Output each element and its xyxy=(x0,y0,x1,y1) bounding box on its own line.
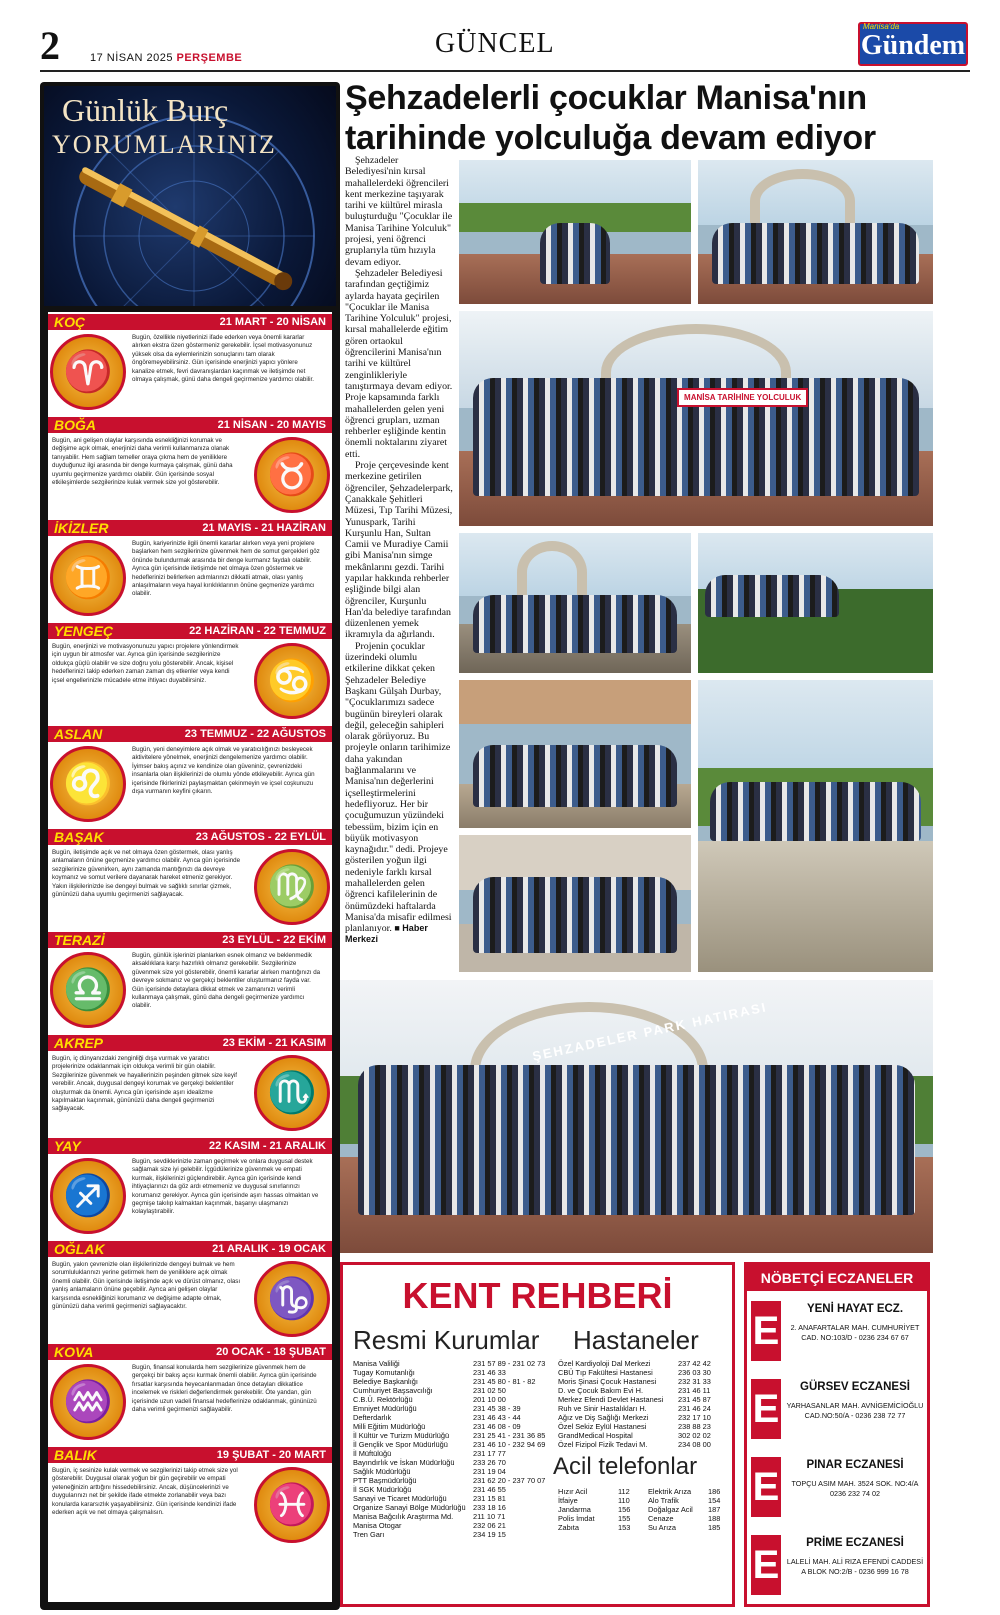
sign-text: Bugün, ani gelişen olaylar karşısında esnekliğinizi korumak ve değişime açık olmak, enerjinizi daha verimli kullanmanıza olanak tanıyabilir. Hem sağlam temeller oraya çıkma hem de yeniliklere duyduğunuz ilgi arasında bir denge kurmaya çalışmak, günü daha uyumlu geçirmenize yardımcı olabilir. Gün içerisinde sosyal etkileşimlerde sezgilerinize kulak vermek size yol gösterebilir. xyxy=(52,437,233,487)
article-photo xyxy=(459,533,691,673)
sign-header-bar xyxy=(48,1138,332,1154)
sign-text: Bugün, iç dünyanızdaki zenginliği dışa vurmak ve yaratıcı projelerinize odaklanmak için oldukça verimli bir gün olabilir. Sezgilerinize güvenmek ve hayallerinizin peşinden gitmek size keyif verebilir. Ancak, duygusal dengeyi korumak ve gerçekçi beklentiler oluşturmak da önemli. Ayrıca gün içerisinde aşırı idealizme kapılmaktan kaçınmak, gününüzü daha dengeli geçirmenizi sağlayacak. xyxy=(52,1055,238,1113)
sign-dates: 21 MAYIS - 21 HAZİRAN xyxy=(202,522,326,534)
horoscope-sign xyxy=(48,520,332,623)
pharmacy-name: PRİME ECZANESİ xyxy=(806,1537,904,1549)
guide-row-name: Manisa Bağcılık Araştırma Md. xyxy=(353,1512,454,1521)
emergency-name: Su Arıza xyxy=(648,1523,676,1532)
sign-name: AKREP xyxy=(54,1035,104,1051)
guide-row-phone: 231 02 50 xyxy=(473,1386,506,1395)
guide-row-name: Özel Sekiz Eylül Hastanesi xyxy=(558,1422,647,1431)
guide-row-phone: 231 45 38 - 39 xyxy=(473,1404,521,1413)
newspaper-logo[interactable] xyxy=(858,22,968,66)
article-body xyxy=(345,155,453,980)
guide-row-phone: 231 46 43 - 44 xyxy=(473,1413,521,1422)
guide-row-name: Tren Garı xyxy=(353,1530,385,1539)
article-paragraph: Şehzadeler Belediyesi'nin kırsal mahallelerdeki öğrencileri kent merkezine taşıyarak tarihi ve kültürel mirasla buluşturduğu "Çocuklar ile Manisa Tarihine Yolculuk" projesi, yeni öğrenci gruplarıyla tüm hızıyla devam ediyor. xyxy=(345,155,453,268)
horoscope-subtitle: YORUMLARINIZ xyxy=(52,130,277,159)
pharmacies-panel xyxy=(744,1262,930,1607)
guide-row-phone: 231 46 11 xyxy=(678,1386,711,1395)
sign-text: Bugün, enerjinizi ve motivasyonunuzu yapıcı projelere yönlendirmek için uygun bir atmosfer var. Ayrıca gün içerisinde sezgilerinize oldukça güçlü olabilir ve size doğru yolu gösterebilir. Ancak, kişisel hedeflerinizi takip ederken zaman zaman dış etkenler veya kendi içsel engellerinizle mücadele etme ihtiyacı duyabilirsiniz. xyxy=(52,643,239,684)
emergency-number: 110 xyxy=(618,1496,630,1505)
guide-row-phone: 211 10 71 xyxy=(473,1512,506,1521)
guide-row-name: D. ve Çocuk Bakım Evi H. xyxy=(558,1386,644,1395)
pharmacy-entry xyxy=(747,1451,927,1526)
guide-row-phone: 233 26 70 xyxy=(473,1458,506,1467)
sign-name: BOĞA xyxy=(54,417,96,433)
article-photo xyxy=(459,835,691,972)
emergency-name: Jandarma xyxy=(558,1505,591,1514)
guide-row-name: CBÜ Tıp Fakültesi Hastanesi xyxy=(558,1368,653,1377)
official-institutions-heading: Resmi Kurumlar xyxy=(353,1325,540,1355)
horoscope-list xyxy=(48,312,332,1602)
sign-dates: 19 ŞUBAT - 20 MART xyxy=(216,1449,326,1461)
emergency-number: 155 xyxy=(618,1514,631,1523)
sign-header-bar xyxy=(48,417,332,433)
pisces-icon: ♓ xyxy=(254,1467,330,1543)
article-photo-large xyxy=(340,980,933,1253)
sign-header-bar xyxy=(48,1241,332,1257)
guide-row-name: Özel Fizipol Fizik Tedavi M. xyxy=(558,1440,648,1449)
guide-row-phone: 233 18 16 xyxy=(473,1503,506,1512)
guide-row-phone: 231 46 55 xyxy=(473,1485,506,1494)
horoscope-sign xyxy=(48,1138,332,1241)
article-photo xyxy=(459,160,691,304)
article-photo xyxy=(459,311,933,526)
article-paragraph-text: Projenin çocuklar üzerindeki olumlu etkilerine dikkat çeken Şehzadeler Belediye Başkanı Gülşah Durbay, "Çocuklarımızı sadece bugünün bireyleri olarak değil, geleceğin sahipleri olarak görüyoruz. Bu projeyle onların tarihimize daha yakından bağlanmalarını ve Manisa'nın değerlerini içselleştirmelerini hedefliyoruz. Her bir çocuğumuzun yüzündeki tebessüm, bizim için en büyük motivasyon kaynağıdır." dedi. Projeye gösterilen yoğun ilgi nedeniyle farklı kırsal mahallelerden gelen öğrenci kafilelerinin de önümüzdeki haftalarda Manisa'da misafir edilmesi planlanıyor. xyxy=(345,640,452,935)
emergency-name: Zabıta xyxy=(558,1523,579,1532)
guide-row-name: GrandMedical Hospital xyxy=(558,1431,633,1440)
emergency-number: 156 xyxy=(618,1505,631,1514)
guide-row-phone: 234 08 00 xyxy=(678,1440,711,1449)
pharmacy-address: TOPÇU ASIM MAH. 3524 SOK. NO:4/A 0236 232 74 02 xyxy=(791,1479,919,1498)
guide-row-phone: 232 17 10 xyxy=(678,1413,711,1422)
horoscope-sign xyxy=(48,1344,332,1447)
emergency-name: Elektrik Arıza xyxy=(648,1487,692,1496)
sign-header-bar xyxy=(48,1035,332,1051)
sign-dates: 21 ARALIK - 19 OCAK xyxy=(212,1243,326,1255)
sign-text: Bugün, kariyerinizle ilgili önemli kararlar alırken veya yeni projelere başlarken hem sezgilerinize güvenmek hem de somut gerçekleri göz önünde bulundurmak arasında bir denge kurmanız faydalı olabilir. Ayrıca gün içerisinde iletişimde net olmaya özen göstermek ve hedeflerinizi belirlerken adımlarınızı dikkatli atmak, olası yanlış anlaşılmaların veya hayal kırıklıklarının önüne geçmenize yardımcı olabilir. xyxy=(132,540,320,598)
emergency-name: Hızır Acil xyxy=(558,1487,588,1496)
guide-row-phone: 231 62 20 - 237 70 07 xyxy=(473,1476,546,1485)
guide-row-name: Ruh ve Sinir Hastalıkları H. xyxy=(558,1404,647,1413)
date-text: 17 NİSAN 2025 xyxy=(90,52,173,64)
guide-row-name: Bayındırlık ve İskan Müdürlüğü xyxy=(353,1458,455,1467)
sign-text: Bugün, iletişimde açık ve net olmaya özen göstermek, olası yanlış anlamaların önüne geçmenize yardımcı olabilir. Ayrıca gün içerisinde sezgilerinize güvenirken, aynı zamanda mantığınızı da devreye koymanız ve somut verilere dayanarak hareket etmeniz gerekiyor. Yakın ilişkilerinizde ise dengeyi bulmak ve sağlıklı sınırlar çizmek, gününüzü daha uyumlu geçirmenizi sağlayacak. xyxy=(52,849,241,899)
pharmacy-address: YARHASANLAR MAH. AVNİGEMİCİOĞLU CAD.NO:50/A - 0236 238 72 77 xyxy=(786,1401,924,1420)
pharmacy-e-icon: E xyxy=(751,1379,781,1439)
logo-tagline: Manisa'da xyxy=(863,22,900,31)
guide-row-phone: 236 03 30 xyxy=(678,1368,711,1377)
article-paragraph: Proje çerçevesinde kent merkezine getirilen öğrenciler, Şehzadelerpark, Çanakkale Şehitleri Müzesi, Tıp Tarihi Müzesi, Yunuspark, Tarihi Kurşunlu Han, Sultan Camii ve Muradiye Camii gibi Manisa'nın simge mekânlarını gezdi. Tarihi yapılar hakkında rehberler eşliğinde bilgi alan öğrenciler, Kurşunlu Han'da belediye tarafından düzenlenen yemek ikramıyla da ağırlandı. xyxy=(345,460,453,641)
sign-dates: 23 TEMMUZ - 22 AĞUSTOS xyxy=(184,728,326,740)
pharmacy-name: PINAR ECZANESİ xyxy=(806,1459,904,1471)
sign-dates: 20 OCAK - 18 ŞUBAT xyxy=(216,1346,326,1358)
sign-text: Bugün, iç sesinize kulak vermek ve sezgilerinizi takip etmek size yol gösterebilir. Duygusal olarak yoğun bir gün geçirebilir ve empati yeteneğinizin arttığını hissedebilirsiniz. Ancak, düşüncelerinizi ve duygularınızı net bir şekilde ifade etmekte zorlanabilir veya bazı konularda kararsızlık yaşayabilirsiniz. Gün içerisinde kendinizi ifade ederken açık ve net olmaya çalışmalısın. xyxy=(52,1467,238,1517)
guide-row-phone: 231 25 41 - 231 36 85 xyxy=(473,1431,546,1440)
guide-row-name: İl Gençlik ve Spor Müdürlüğü xyxy=(353,1440,448,1449)
guide-row-name: PTT Başmüdürlüğü xyxy=(353,1476,417,1485)
guide-row-name: Cumhuriyet Başsavcılığı xyxy=(353,1386,433,1395)
emergency-number: 187 xyxy=(708,1505,721,1514)
emergency-number: 112 xyxy=(618,1487,630,1496)
sign-header-bar xyxy=(48,932,332,948)
emergency-name: Cenaze xyxy=(648,1514,674,1523)
sign-text: Bugün, finansal konularda hem sezgilerinize güvenmek hem de gerçekçi bir bakış açısı kurmak önemli olabilir. Ayrıca gün içerisinde fırsatlar karşısında heyecanlanmadan önce detayları dikkatlice incelemek ve riskleri değerlendirmek gerekebilir. Öte yandan, gün içerisinde uzun vadeli finansal hedeflerinize odaklanmak, gününüzü daha verimli geçirmenizi sağlayabilir. xyxy=(132,1364,317,1414)
emergency-heading: Acil telefonlar xyxy=(553,1453,698,1480)
horoscope-sign xyxy=(48,623,332,726)
emergency-number: 188 xyxy=(708,1514,721,1523)
sign-header-bar xyxy=(48,623,332,639)
pharmacy-entry xyxy=(747,1529,927,1604)
sign-dates: 21 NİSAN - 20 MAYIS xyxy=(217,419,326,431)
aries-icon: ♈ xyxy=(50,334,126,410)
guide-row-phone: 231 46 08 - 09 xyxy=(473,1422,521,1431)
sagittarius-icon: ♐ xyxy=(50,1158,126,1234)
sign-name: ASLAN xyxy=(54,726,103,742)
emergency-name: Alo Trafik xyxy=(648,1496,679,1505)
city-guide xyxy=(340,1262,735,1607)
guide-row-name: Moris Şinasi Çocuk Hastanesi xyxy=(558,1377,657,1386)
emergency-name: İtfaiye xyxy=(558,1496,578,1505)
guide-row-phone: 238 88 23 xyxy=(678,1422,711,1431)
sign-dates: 22 HAZİRAN - 22 TEMMUZ xyxy=(189,625,326,637)
pharmacy-e-icon: E xyxy=(751,1457,781,1517)
guide-row-name: İl Müftülüğü xyxy=(353,1449,392,1458)
horoscope-sign xyxy=(48,932,332,1035)
emergency-number: 153 xyxy=(618,1523,631,1532)
guide-row-name: Tugay Komutanlığı xyxy=(353,1368,415,1377)
pharmacy-name: YENİ HAYAT ECZ. xyxy=(806,1303,904,1315)
cancer-icon: ♋ xyxy=(254,643,330,719)
sign-dates: 21 MART - 20 NİSAN xyxy=(219,316,326,328)
page-number: 2 xyxy=(40,23,60,68)
guide-row-phone: 231 57 89 - 231 02 73 xyxy=(473,1359,546,1368)
horoscope-sign xyxy=(48,417,332,520)
sign-name: TERAZİ xyxy=(54,932,105,948)
horoscope-sign xyxy=(48,726,332,829)
taurus-icon: ♉ xyxy=(254,437,330,513)
sign-name: İKİZLER xyxy=(54,520,109,536)
byline: ■ Haber Merkezi xyxy=(345,923,428,945)
pharmacy-e-icon: E xyxy=(751,1535,781,1595)
guide-row-name: Manisa Otogar xyxy=(353,1521,402,1530)
guide-row-name: Özel Kardiyoloji Dal Merkezi xyxy=(558,1359,651,1368)
guide-row-name: Organize Sanayi Bölge Müdürlüğü xyxy=(353,1503,466,1512)
guide-row-phone: 231 17 77 xyxy=(473,1449,506,1458)
sign-name: YAY xyxy=(54,1138,81,1154)
section-title: GÜNCEL xyxy=(435,28,555,59)
sign-text: Bugün, özellikle niyetlerinizi ifade ederken veya önemli kararlar alırken ekstra özen göstermeniz gerekebilir. İçsel motivasyonunuz yüksek olsa da eylemlerinizin sonuçlarını tam olarak öngöremeyebilirsiniz. Gün içerisinde enerjinizi yapıcı yönlere kanalize etmek, fevri davranışlardan kaçınmak ve iletişimde net olmaya çalışmak, günü daha dengeli geçirmenize yardımcı olabilir. xyxy=(132,334,314,384)
sign-text: Bugün, yakın çevrenizle olan ilişkilerinizde dengeyi bulmak ve hem sorumluluklarınızı yerine getirmek hem de yeniliklere açık olmak önemli olabilir. Gün içerisinde iletişimde açık ve dürüst olmanız, olası yanlış anlamaların önüne geçebilir. Ayrıca ani gelişen olaylar karşısında esnekliğinizi korumanız ve değişime adapte olmak, gününüzü daha verimli geçirmenizi sağlayacaktır. xyxy=(52,1261,241,1311)
guide-row-name: İl Kültür ve Turizm Müdürlüğü xyxy=(353,1431,450,1440)
guide-row-phone: 231 15 81 xyxy=(473,1494,506,1503)
virgo-icon: ♍ xyxy=(254,849,330,925)
guide-row-phone: 231 45 87 xyxy=(678,1395,711,1404)
guide-row-phone: 234 19 15 xyxy=(473,1530,506,1539)
guide-row-phone: 201 10 00 xyxy=(473,1395,506,1404)
guide-row-phone: 232 31 33 xyxy=(678,1377,711,1386)
emergency-name: Doğalgaz Acil xyxy=(648,1505,693,1514)
guide-row-name: İl SGK Müdürlüğü xyxy=(353,1485,412,1494)
emergency-number: 186 xyxy=(708,1487,721,1496)
horoscope-sign xyxy=(48,1447,332,1550)
guide-row-name: Sanayi ve Ticaret Müdürlüğü xyxy=(353,1494,447,1503)
sign-name: BAŞAK xyxy=(54,829,104,845)
leo-icon: ♌ xyxy=(50,746,126,822)
aquarius-icon: ♒ xyxy=(50,1364,126,1440)
sign-header-bar xyxy=(48,1344,332,1360)
guide-row-name: Defterdarlık xyxy=(353,1413,392,1422)
capricorn-icon: ♑ xyxy=(254,1261,330,1337)
guide-row-name: Milli Eğitim Müdürlüğü xyxy=(353,1422,426,1431)
sign-text: Bugün, sevdiklerinizle zaman geçirmek ve onlara duygusal destek sağlamak size iyi gelebilir. İçgüdülerinize güvenmek ve empati kurmak, ilişkilerinizi güçlendirebilir. Ayrıca gün içerisinde kendi ihtiyaçlarınızı da göz ardı etmemeniz ve duygusal sınırlarınızı korumanız gerekiyor. Ayrıca gün içerisinde aşırı hassas olmaktan ve geçmişe takılıp kalmaktan kaçınmak, başarıyı ulaşmanızı kolaylaştırabilir. xyxy=(132,1158,319,1216)
article-paragraph: Şehzadeler Belediyesi tarafından geçtiğimiz aylarda hayata geçirilen "Çocuklar ile Manisa Tarihine Yolculuk" projesi, kırsal mahallelerde eğitim gören ortaokul öğrencilerini Manisa'nın tarihi ve kültürel zenginlikleriyle tanıştırmaya devam ediyor. Proje kapsamında farklı mahallelerden gelen yeni öğrenci grupları, uzman rehberler eşliğinde kentin önemli noktalarını ziyaret etti. xyxy=(345,267,453,460)
sign-header-bar xyxy=(48,314,332,330)
sign-dates: 23 EKİM - 21 KASIM xyxy=(222,1037,326,1049)
sign-header-bar xyxy=(48,520,332,536)
sign-name: KOÇ xyxy=(54,314,86,330)
horoscope-title: Günlük Burç xyxy=(62,92,229,128)
sign-name: YENGEÇ xyxy=(54,623,114,639)
emergency-number: 154 xyxy=(708,1496,721,1505)
guide-row-name: Manisa Valiliği xyxy=(353,1359,400,1368)
sign-header-bar xyxy=(48,829,332,845)
logo-text: Gündem xyxy=(860,30,966,61)
article-photo xyxy=(698,160,933,304)
horoscope-sign xyxy=(48,829,332,932)
guide-row-phone: 232 06 21 xyxy=(473,1521,506,1530)
guide-row-name: Emniyet Müdürlüğü xyxy=(353,1404,417,1413)
sign-dates: 23 AĞUSTOS - 22 EYLÜL xyxy=(195,831,326,843)
header-rule xyxy=(40,70,970,72)
emergency-name: Polis İmdat xyxy=(558,1514,595,1523)
guide-row-phone: 231 19 04 xyxy=(473,1467,506,1476)
arch-sign: ŞEHZADELER PARK HATIRASI xyxy=(530,998,769,1064)
pharmacies-title: NÖBETÇİ ECZANELER xyxy=(747,1265,927,1291)
horoscope-sign xyxy=(48,1241,332,1344)
sign-text: Bugün, yeni deneyimlere açık olmak ve yaratıcılığınızı besleyecek aktivitelere yönelmek, enerjinizi dengelemenize yardımcı olabilir. İyimser bakış açınız ve kendinize olan güveniniz, çevrenizdeki insanlarla olan ilişkilerinizi de olumlu yönde etkileyebilir. Ayrıca gün içerisinde fikirlerinizi paylaşmaktan çekinmeyin ve içsel coşkunuzu dışa vurmanın keyfini çıkarın. xyxy=(132,746,315,796)
sign-name: OĞLAK xyxy=(54,1241,105,1257)
sign-dates: 22 KASIM - 21 ARALIK xyxy=(209,1140,326,1152)
sign-header-bar xyxy=(48,726,332,742)
guide-row-name: Sağlık Müdürlüğü xyxy=(353,1467,411,1476)
guide-row-phone: 231 45 80 - 81 - 82 xyxy=(473,1377,536,1386)
libra-icon: ♎ xyxy=(50,952,126,1028)
article-photo xyxy=(698,533,933,673)
guide-row-phone: 237 42 42 xyxy=(678,1359,711,1368)
emergency-number: 185 xyxy=(708,1523,721,1532)
pharmacy-entry xyxy=(747,1373,927,1448)
guide-row-name: Belediye Başkanlığı xyxy=(353,1377,418,1386)
sign-name: BALIK xyxy=(54,1447,97,1463)
article-headline: Şehzadelerli çocuklar Manisa'nın tarihinde yolculuğa devam ediyor xyxy=(345,79,876,157)
pharmacy-address: LALELİ MAH. ALİ RIZA EFENDİ CADDESİ A BLOK NO:2/B - 0236 999 16 78 xyxy=(786,1557,924,1576)
article-paragraph xyxy=(345,641,453,946)
horoscope-sign xyxy=(48,314,332,417)
guide-row-phone: 231 46 33 xyxy=(473,1368,506,1377)
guide-row-phone: 231 46 24 xyxy=(678,1404,711,1413)
sign-dates: 23 EYLÜL - 22 EKİM xyxy=(222,934,326,946)
guide-row-name: Merkez Efendi Devlet Hastanesi xyxy=(558,1395,664,1404)
guide-row-phone: 302 02 02 xyxy=(678,1431,711,1440)
sign-text: Bugün, günlük işlerinizi planlarken esnek olmanız ve beklenmedik aksaklıklara karşı hazırlıklı olmanız gerekebilir. Sezgilerinize güvenmek size yol gösterebilir, önemli kararlar alırken mantığınızı da devreye sokmanız ve gerçekçi beklentiler oluşturmanız fayda var. Gün içerisinde detaylara dikkat etmek ve zamanınızı verimli kullanmaya çalışmak, günü daha dengeli geçirmenize yardımcı olabilir. xyxy=(132,952,321,1010)
pharmacy-address: 2. ANAFARTALAR MAH. CUMHURİYET CAD. NO:103/D - 0236 234 67 67 xyxy=(790,1323,920,1342)
project-banner: MANİSA TARİHİNE YOLCULUK xyxy=(677,388,808,407)
gemini-icon: ♊ xyxy=(50,540,126,616)
day-text: PERŞEMBE xyxy=(176,52,243,64)
hospitals-heading: Hastaneler xyxy=(573,1325,699,1355)
sign-header-bar xyxy=(48,1447,332,1463)
guide-row-phone: 231 46 10 - 232 94 69 xyxy=(473,1440,546,1449)
guide-row-name: C.B.Ü. Rektörlüğü xyxy=(353,1395,413,1404)
pharmacy-name: GÜRSEV ECZANESİ xyxy=(800,1381,910,1393)
issue-date xyxy=(90,52,242,64)
sign-name: KOVA xyxy=(54,1344,94,1360)
pharmacy-e-icon: E xyxy=(751,1301,781,1361)
guide-row-name: Ağız ve Diş Sağlığı Merkezi xyxy=(558,1413,649,1422)
horoscope-sign xyxy=(48,1035,332,1138)
article-photo xyxy=(459,680,691,828)
article-photo xyxy=(698,680,933,972)
scorpio-icon: ♏ xyxy=(254,1055,330,1131)
city-guide-title: KENT REHBERİ xyxy=(402,1275,673,1316)
pharmacy-entry xyxy=(747,1295,927,1370)
